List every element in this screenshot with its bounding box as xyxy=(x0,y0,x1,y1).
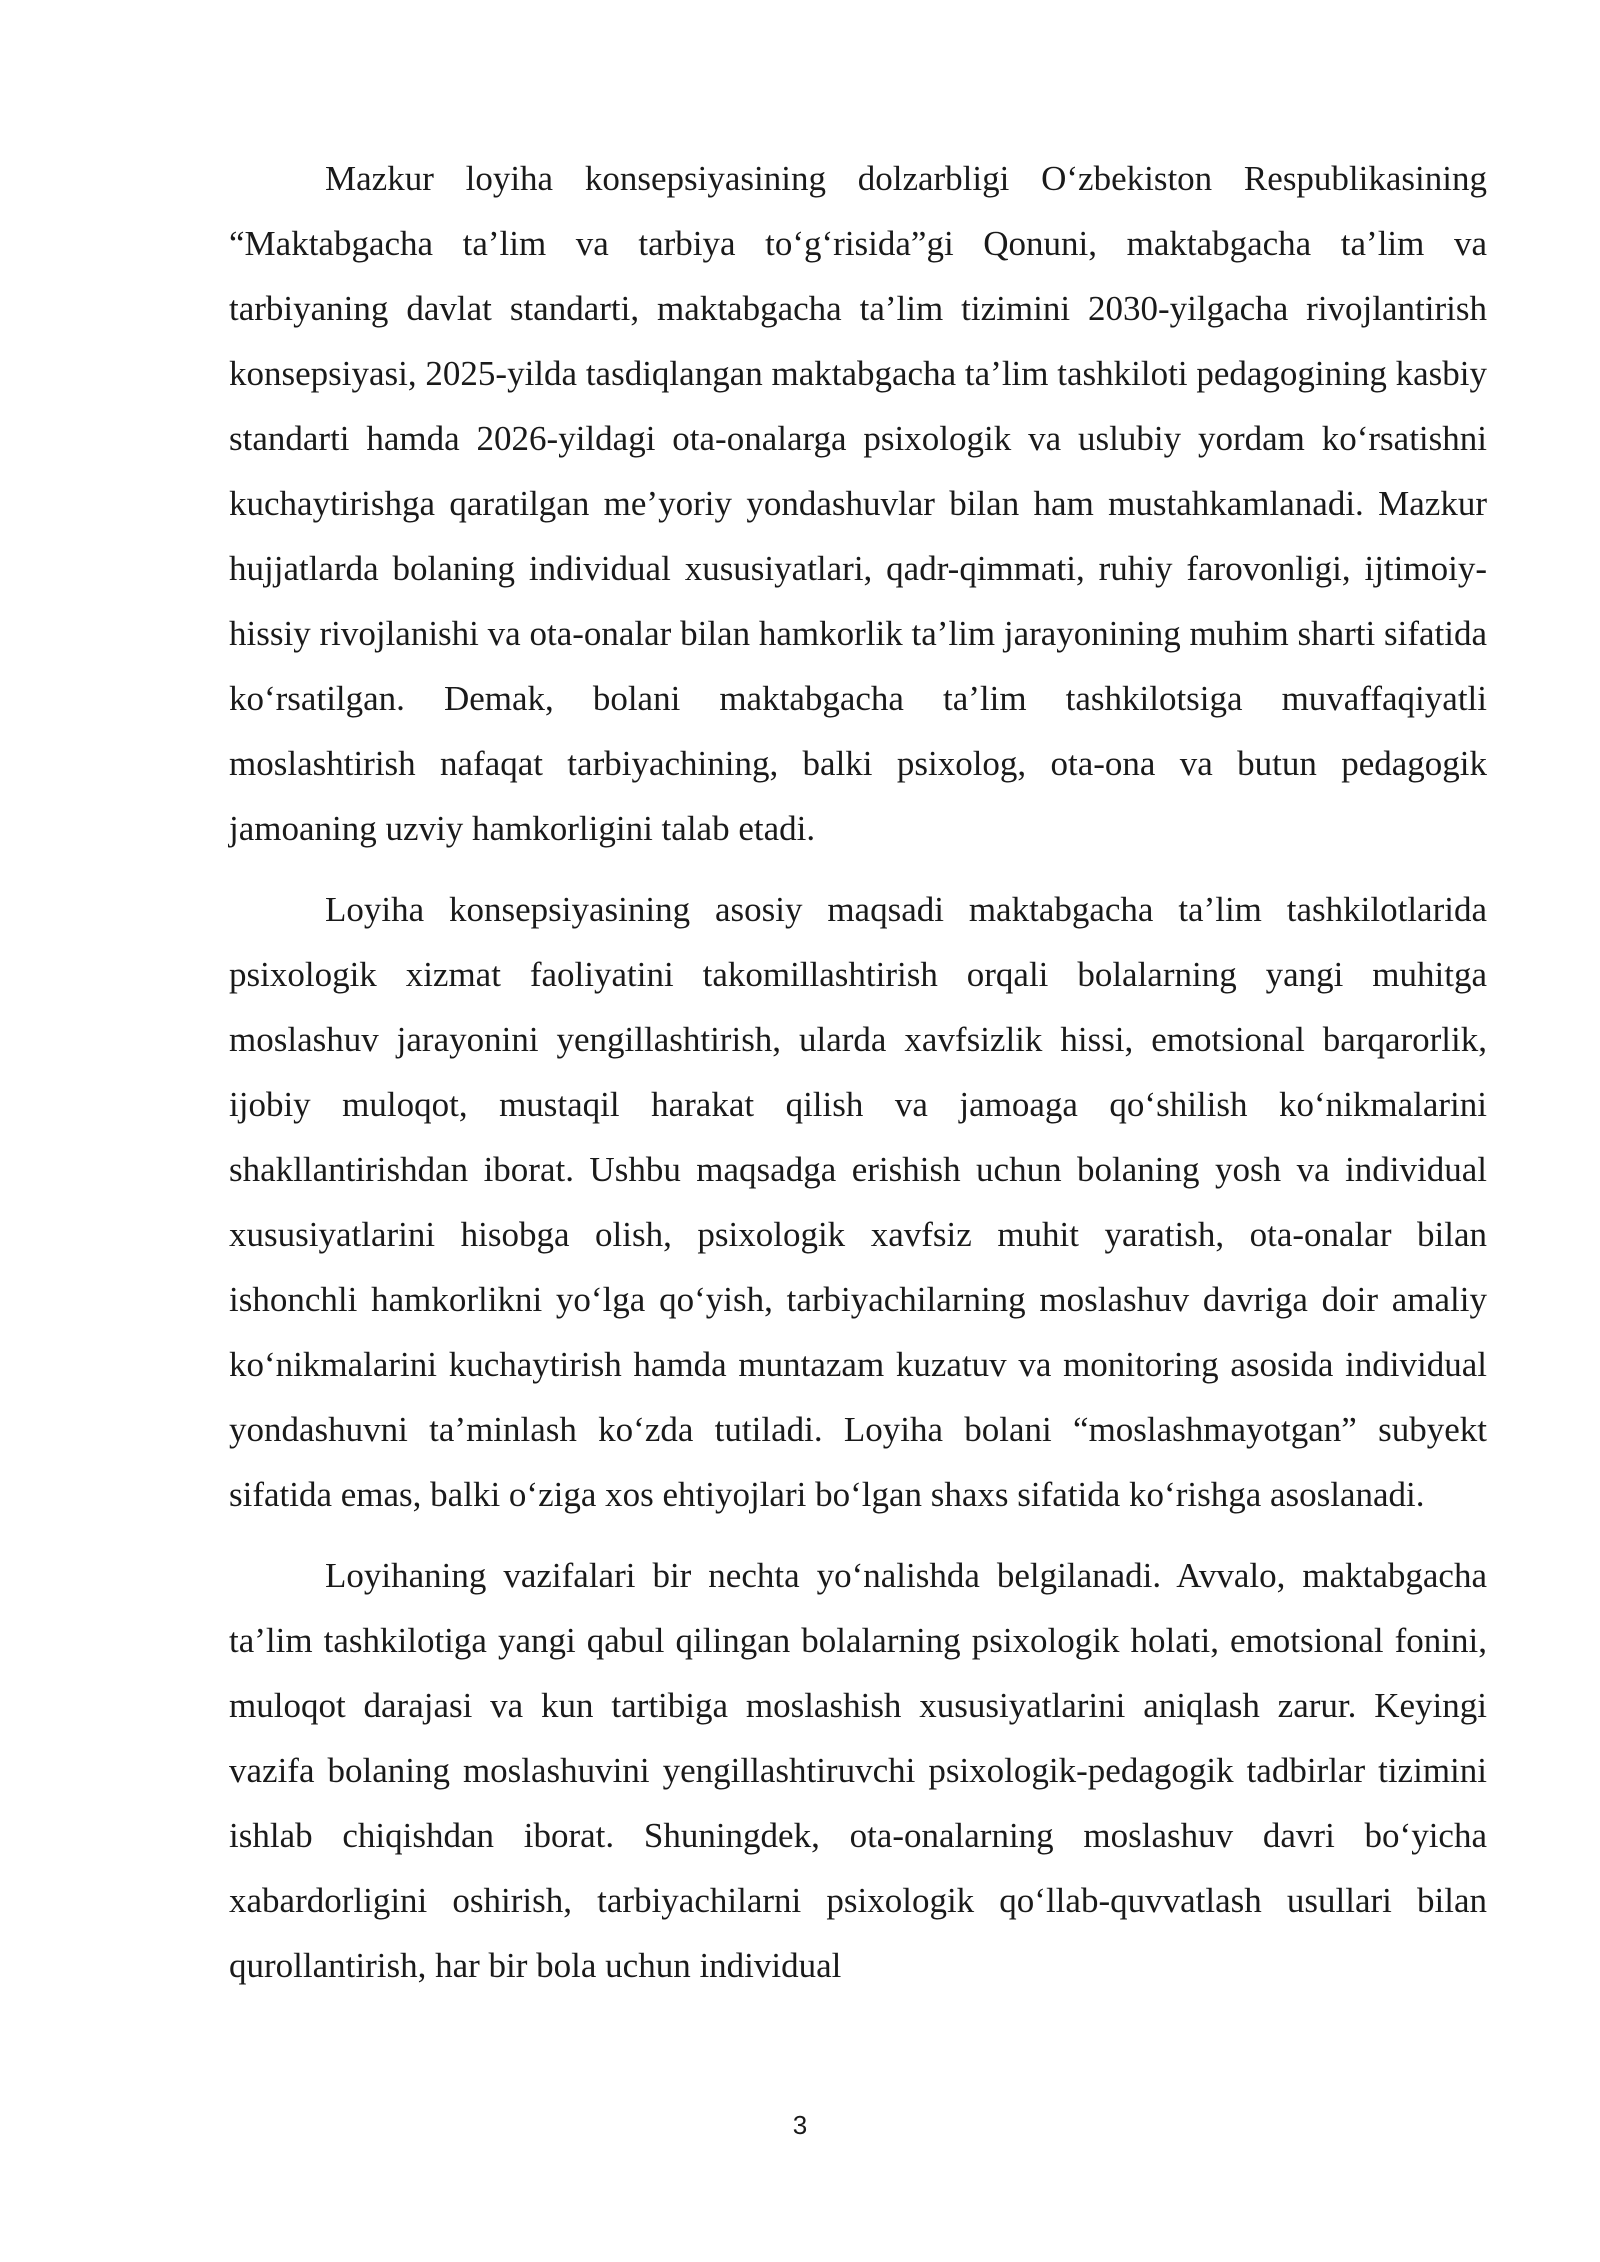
paragraph-tasks: Loyihaning vazifalari bir nechta yo‘nalishda belgilanadi. Avvalo, maktabgacha ta’lim tashkilotiga yangi qabul qilingan bolalarning psixologik holati, emotsional fonini, muloqot darajasi va kun tartibiga moslashish xususiyatlarini aniqlash zarur. Keyingi vazifa bolaning moslashuvini yengillashtiruvchi psixologik-pedagogik tadbirlar tizimini ishlab chiqishdan iborat. Shuningdek, ota-onalarning moslashuv davri bo‘yicha xabardorligini oshirish, tarbiyachilarni psixologik qo‘llab-quvvatlash usullari bilan qurollantirish, har bir bola uchun individual xyxy=(229,1556,1487,1985)
page-number: 3 xyxy=(792,2110,808,2140)
paragraph-goal: Loyiha konsepsiyasining asosiy maqsadi maktabgacha ta’lim tashkilotlarida psixologik xizmat faoliyatini takomillashtirish orqali bolalarning yangi muhitga moslashuv jarayonini yengillashtirish, ularda xavfsizlik hissi, emotsional barqarorlik, ijobiy muloqot, mustaqil harakat qilish va jamoaga qo‘shilish ko‘nikmalarini shakllantirishdan iborat. Ushbu maqsadga erishish uchun bolaning yosh va individual xususiyatlarini hisobga olish, psixologik xavfsiz muhit yaratish, ota-onalar bilan ishonchli hamkorlikni yo‘lga qo‘yish, tarbiyachilarning moslashuv davriga doir amaliy ko‘nikmalarini kuchaytirish hamda muntazam kuzatuv va monitoring asosida individual yondashuvni ta’minlash ko‘zda tutiladi. Loyiha bolani “moslashmayotgan” subyekt sifatida emas, balki o‘ziga xos ehtiyojlari bo‘lgan shaxs sifatida ko‘rishga asoslanadi. xyxy=(229,890,1487,1514)
document-body xyxy=(229,146,1487,2014)
paragraph-relevance: Mazkur loyiha konsepsiyasining dolzarbligi O‘zbekiston Respublikasining “Maktabgacha ta’lim va tarbiya to‘g‘risida”gi Qonuni, maktabgacha ta’lim va tarbiyaning davlat standarti, maktabgacha ta’lim tizimini 2030-yilgacha rivojlantirish konsepsiyasi, 2025-yilda tasdiqlangan maktabgacha ta’lim tashkiloti pedagogining kasbiy standarti hamda 2026-yildagi ota-onalarga psixologik va uslubiy yordam ko‘rsatishni kuchaytirishga qaratilgan me’yoriy yondashuvlar bilan ham mustahkamlanadi. Mazkur hujjatlarda bolaning individual xususiyatlari, qadr-qimmati, ruhiy farovonligi, ijtimoiy-hissiy rivojlanishi va ota-onalar bilan hamkorlik ta’lim jarayonining muhim sharti sifatida ko‘rsatilgan. Demak, bolani maktabgacha ta’lim tashkilotsiga muvaffaqiyatli moslashtirish nafaqat tarbiyachining, balki psixolog, ota-ona va butun pedagogik jamoaning uzviy hamkorligini talab etadi. xyxy=(229,159,1487,848)
